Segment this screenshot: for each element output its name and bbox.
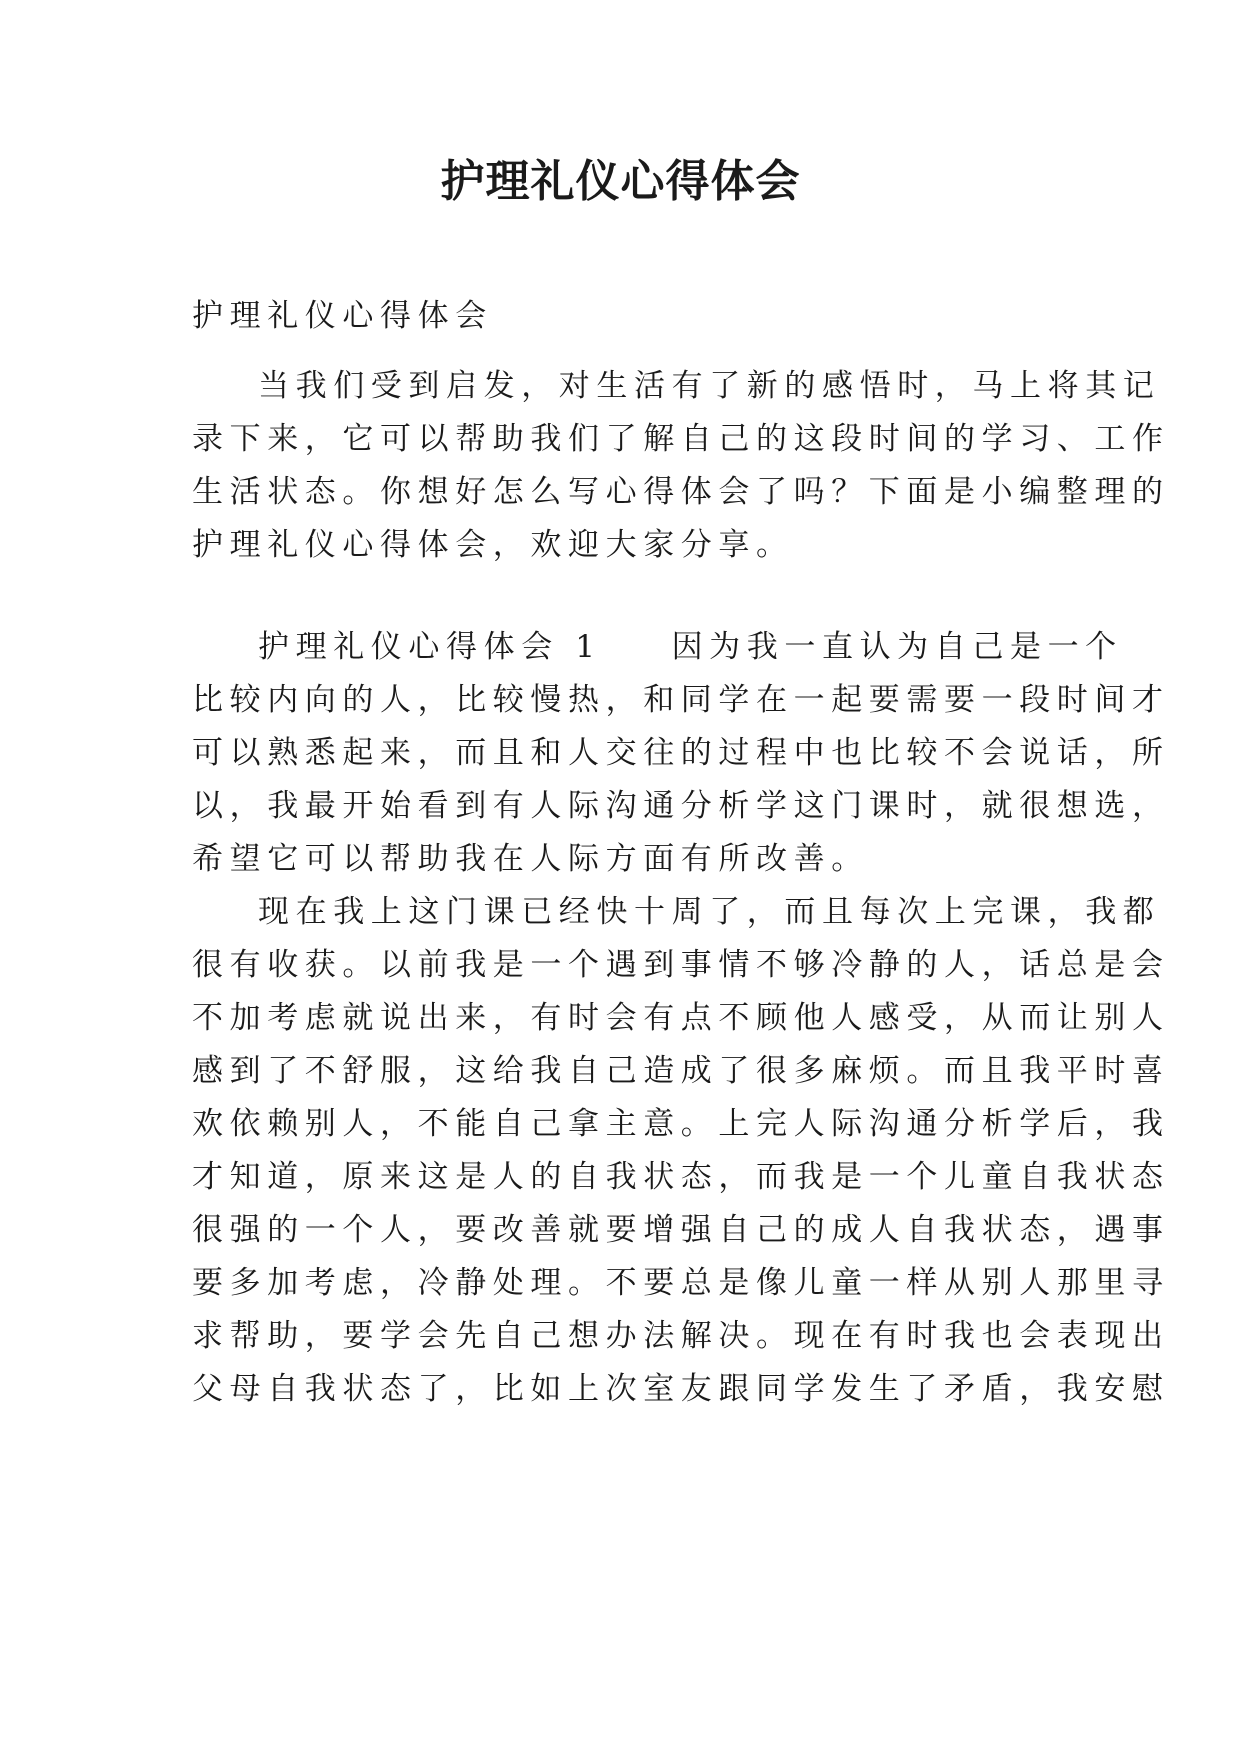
intro-line: 护理礼仪心得体会，欢迎大家分享。 xyxy=(192,527,794,563)
body-line: 才知道，原来这是人的自我状态，而我是一个儿童自我状态 xyxy=(192,1159,1170,1195)
body-line: 以，我最开始看到有人际沟通分析学这门课时，就很想选， xyxy=(192,788,1170,824)
body-line: 希望它可以帮助我在人际方面有所改善。 xyxy=(192,841,869,877)
body-line: 现在我上这门课已经快十周了，而且每次上完课，我都 xyxy=(258,894,1161,930)
intro-line: 生活状态。你想好怎么写心得体会了吗？下面是小编整理的 xyxy=(192,474,1170,510)
document-title: 护理礼仪心得体会 xyxy=(440,156,801,207)
body-line: 要多加考虑，冷静处理。不要总是像儿童一样从别人那里寻 xyxy=(192,1265,1170,1301)
body-line: 欢依赖别人，不能自己拿主意。上完人际沟通分析学后，我 xyxy=(192,1106,1170,1142)
body-line: 很有收获。以前我是一个遇到事情不够冷静的人，话总是会 xyxy=(192,947,1170,983)
body-line: 比较内向的人，比较慢热，和同学在一起要需要一段时间才 xyxy=(192,682,1170,718)
intro-line: 录下来，它可以帮助我们了解自己的这段时间的学习、工作 xyxy=(192,421,1170,457)
section-1-text: 因为我一直认为自己是一个 xyxy=(671,629,1123,665)
body-line: 感到了不舒服，这给我自己造成了很多麻烦。而且我平时喜 xyxy=(192,1053,1170,1089)
intro-line: 当我们受到启发，对生活有了新的感悟时，马上将其记 xyxy=(258,368,1161,404)
body-line: 很强的一个人，要改善就要增强自己的成人自我状态，遇事 xyxy=(192,1212,1170,1248)
section-1-heading: 护理礼仪心得体会 1 xyxy=(258,629,602,665)
document-subtitle: 护理礼仪心得体会 xyxy=(192,298,493,334)
body-line: 可以熟悉起来，而且和人交往的过程中也比较不会说话，所 xyxy=(192,735,1170,771)
body-line: 父母自我状态了，比如上次室友跟同学发生了矛盾，我安慰 xyxy=(192,1371,1170,1407)
section-1-first-line xyxy=(258,625,1138,669)
body-line: 求帮助，要学会先自己想办法解决。现在有时我也会表现出 xyxy=(192,1318,1170,1354)
body-line: 不加考虑就说出来，有时会有点不顾他人感受，从而让别人 xyxy=(192,1000,1170,1036)
